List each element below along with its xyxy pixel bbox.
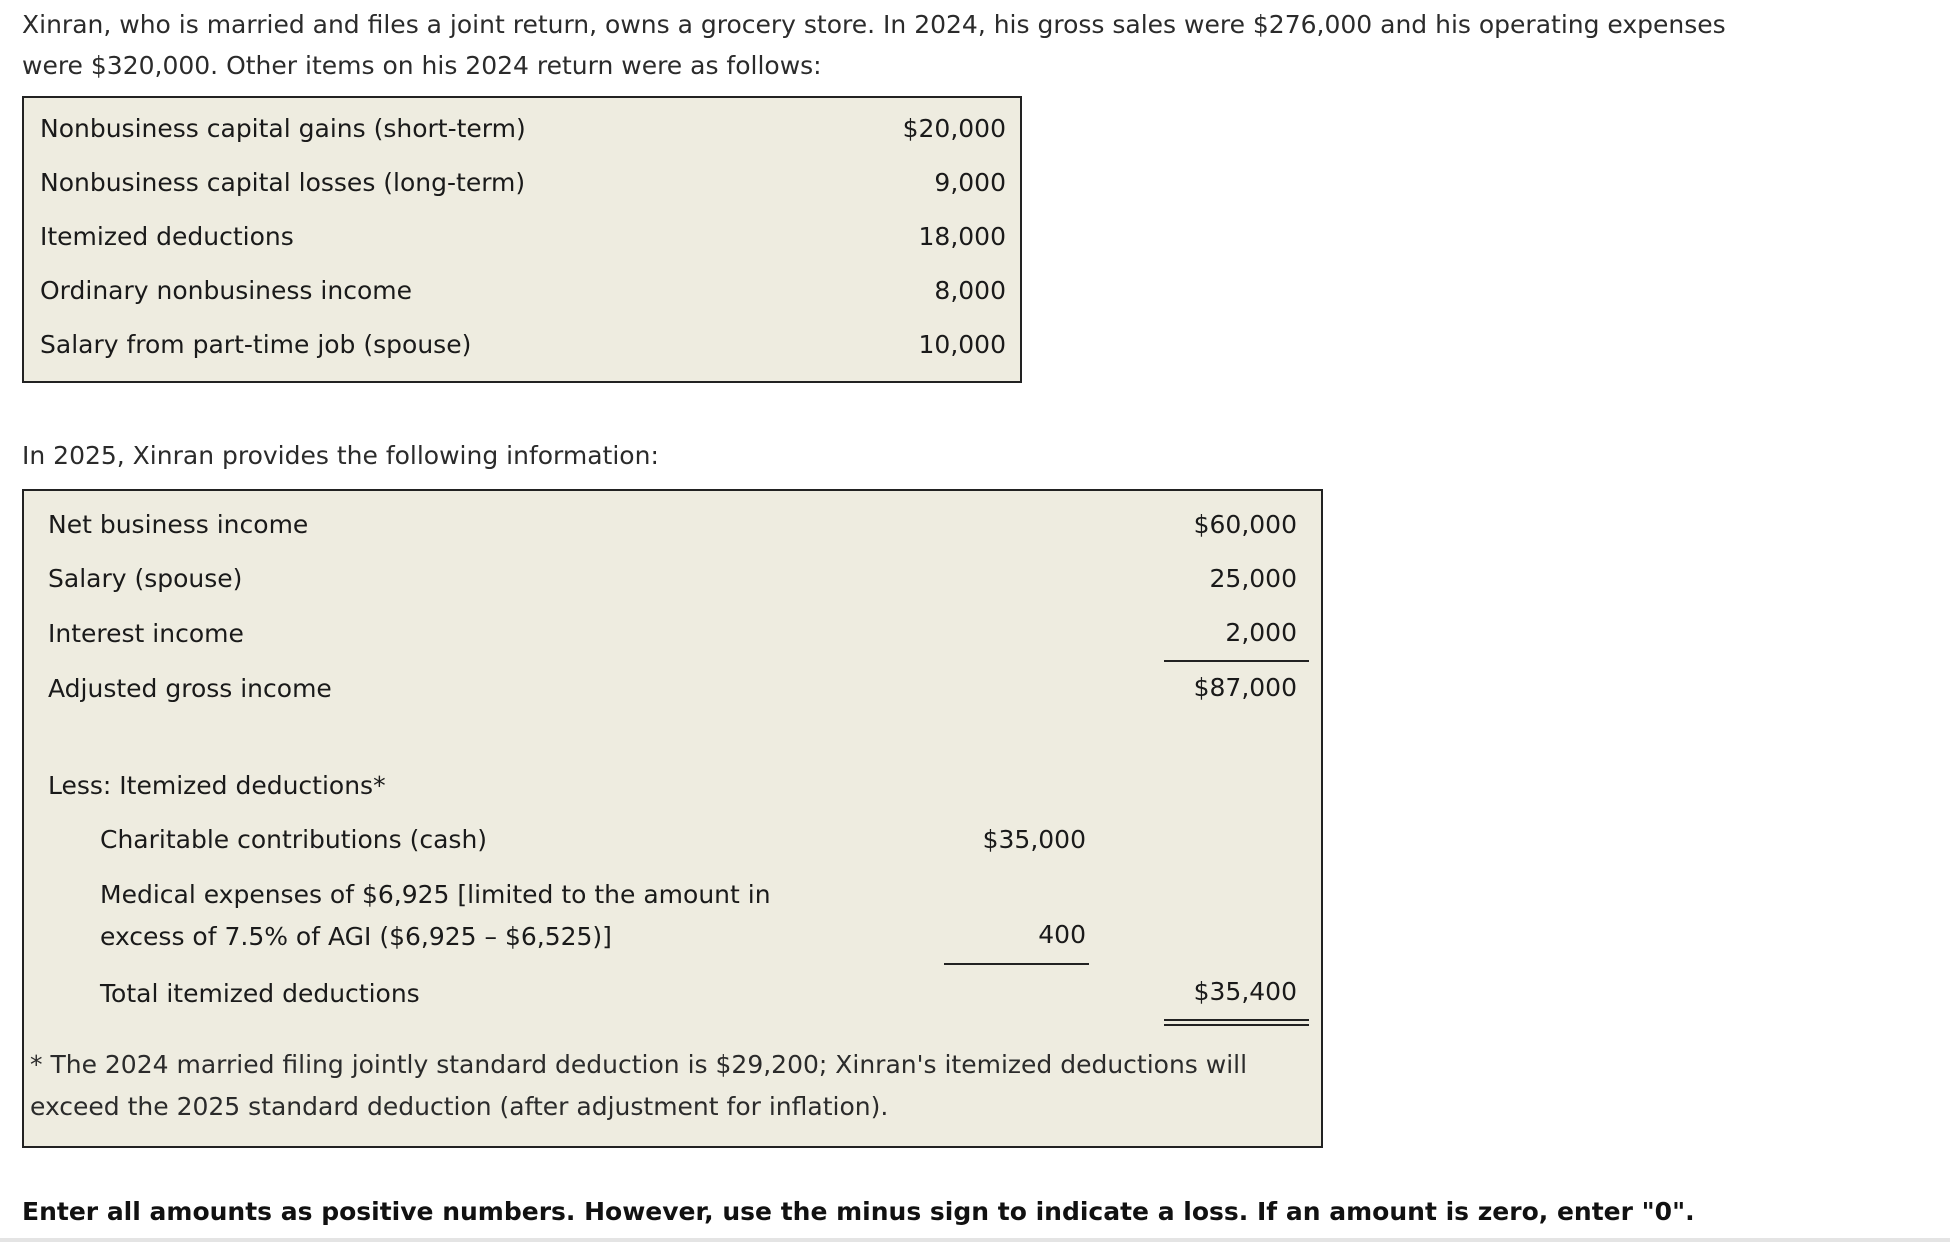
row-label: Ordinary nonbusiness income [40,276,412,305]
problem-intro: Xinran, who is married and files a joint return, owns a grocery store. In 2024, his gross sales were $276,000 and his operating expenses were $320,000. Other items on his 2024 return were as follows: [22,10,1726,80]
agi-label: Adjusted gross income [48,674,332,703]
medical-label-line1: Medical expenses of $6,925 [limited to the amount in [100,880,771,909]
charitable-label: Charitable contributions (cash) [100,825,488,854]
total-itemized-label: Total itemized deductions [100,979,420,1008]
salary-spouse-value: 25,000 [1209,564,1297,593]
subtotal-underline [1164,660,1309,662]
row-value: 8,000 [934,276,1006,305]
net-business-income-label: Net business income [48,510,309,539]
table-row [40,102,1006,156]
table-row [40,156,1006,210]
interest-income-label: Interest income [48,619,244,648]
less-itemized-heading: Less: Itemized deductions* [48,771,386,800]
standard-deduction-footnote: * The 2024 married filing jointly standard deduction is $29,200; Xinran's itemized deductions will exceed the 2025 standard deduction (after adjustment for inflation). [30,1050,1248,1121]
items-2024-table [22,96,1022,383]
row-value: 18,000 [918,222,1006,251]
agi-value: $87,000 [1193,673,1297,702]
salary-spouse-label: Salary (spouse) [48,564,243,593]
total-double-underline-bottom [1164,1024,1309,1026]
info-2025-table [22,489,1323,1148]
entry-instruction: Enter all amounts as positive numbers. However, use the minus sign to indicate a loss. If an amount is zero, enter "0". [22,1197,1695,1226]
interest-income-value: 2,000 [1225,618,1297,647]
total-double-underline-top [1164,1019,1309,1021]
deductions-underline [944,963,1089,965]
charitable-value: $35,000 [982,825,1086,854]
page-bottom-edge [0,1238,1950,1242]
row-value: 10,000 [918,330,1006,359]
row-label: Itemized deductions [40,222,294,251]
table-row [40,264,1006,318]
table-row [40,210,1006,264]
table-row [40,318,1006,372]
row-value: $20,000 [902,114,1006,143]
medical-value: 400 [1038,920,1086,949]
row-label: Salary from part-time job (spouse) [40,330,472,359]
medical-label-line2: excess of 7.5% of AGI ($6,925 – $6,525)] [100,922,612,951]
total-itemized-value: $35,400 [1193,977,1297,1006]
row-label: Nonbusiness capital gains (short-term) [40,114,526,143]
info-2025-intro: In 2025, Xinran provides the following information: [22,441,659,470]
net-business-income-value: $60,000 [1193,510,1297,539]
row-value: 9,000 [934,168,1006,197]
row-label: Nonbusiness capital losses (long-term) [40,168,526,197]
